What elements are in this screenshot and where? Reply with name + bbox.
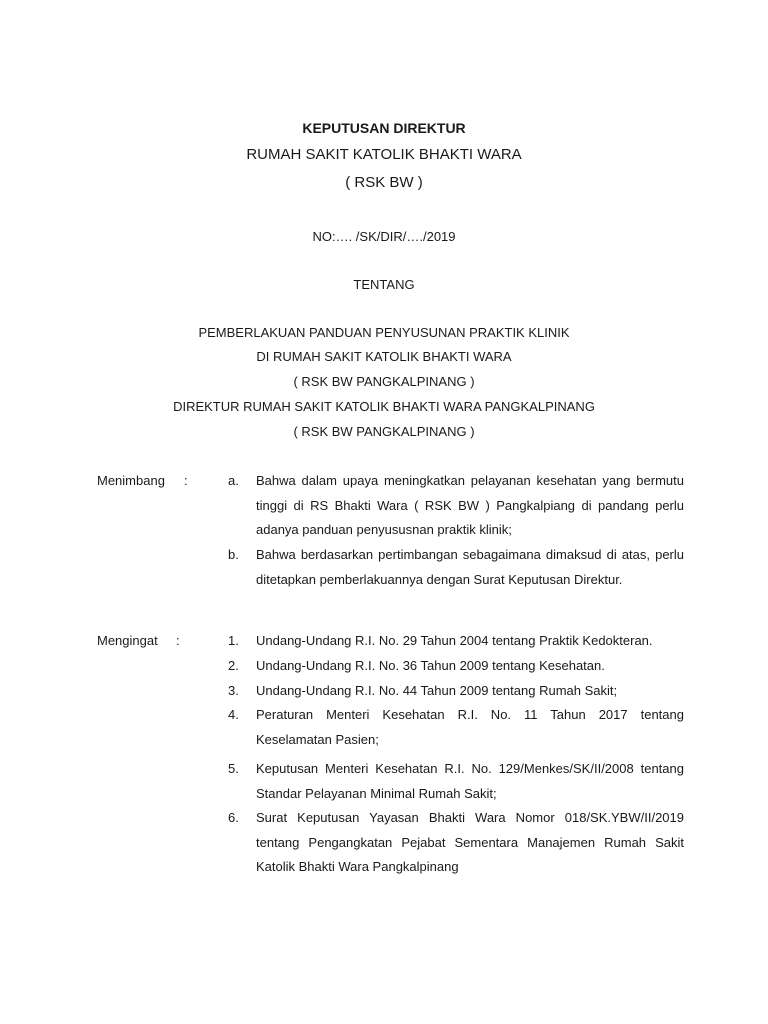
decree-title: KEPUTUSAN DIREKTUR <box>302 120 466 136</box>
list-item: Undang-Undang R.I. No. 44 Tahun 2009 tentang Rumah Sakit; <box>256 683 618 698</box>
list-item: Bahwa berdasarkan pertimbangan sebagaimana dimaksud di atas, perlu ditetapkan pemberlakuannya dengan Surat Keputusan Direktur. <box>256 547 684 587</box>
hospital-name: RUMAH SAKIT KATOLIK BHAKTI WARA <box>246 146 522 163</box>
subject-line-2: DI RUMAH SAKIT KATOLIK BHAKTI WARA <box>256 349 512 364</box>
list-marker: 4. <box>228 707 239 722</box>
list-item: Undang-Undang R.I. No. 36 Tahun 2009 tentang Kesehatan. <box>256 658 605 673</box>
about-heading: TENTANG <box>353 277 415 292</box>
list-marker: 2. <box>228 658 239 673</box>
list-item: Undang-Undang R.I. No. 29 Tahun 2004 tentang Praktik Kedokteran. <box>256 633 653 648</box>
list-marker: b. <box>228 547 239 562</box>
subject-line-3: ( RSK BW PANGKALPINANG ) <box>293 374 475 389</box>
mengingat-label: Mengingat <box>97 633 158 648</box>
hospital-abbreviation: ( RSK BW ) <box>345 174 423 191</box>
list-marker: 1. <box>228 633 239 648</box>
menimbang-label: Menimbang <box>97 473 165 488</box>
mengingat-colon: : <box>176 633 180 648</box>
list-marker: a. <box>228 473 239 488</box>
list-item: Surat Keputusan Yayasan Bhakti Wara Nomor 018/SK.YBW/II/2019 tentang Pengangkatan Pejabat Sementara Manajemen Rumah Sakit Katolik Bhakti Wara Pangkalpinang <box>256 810 684 874</box>
list-marker: 6. <box>228 810 239 825</box>
list-marker: 5. <box>228 761 239 776</box>
subject-line-5: ( RSK BW PANGKALPINANG ) <box>293 424 475 439</box>
list-item: Keputusan Menteri Kesehatan R.I. No. 129/Menkes/SK/II/2008 tentang Standar Pelayanan Minimal Rumah Sakit; <box>256 761 684 801</box>
menimbang-colon: : <box>184 473 188 488</box>
list-marker: 3. <box>228 683 239 698</box>
list-item: Bahwa dalam upaya meningkatkan pelayanan kesehatan yang bermutu tinggi di RS Bhakti Wara ( RSK BW ) Pangkalpiang di pandang perlu adanya panduan penyususnan praktik klinik; <box>256 473 684 537</box>
decree-number: NO:…. /SK/DIR/…./2019 <box>312 229 456 244</box>
subject-line-4: DIREKTUR RUMAH SAKIT KATOLIK BHAKTI WARA PANGKALPINANG <box>173 399 595 414</box>
subject-line-1: PEMBERLAKUAN PANDUAN PENYUSUNAN PRAKTIK KLINIK <box>198 325 570 340</box>
list-item: Peraturan Menteri Kesehatan R.I. No. 11 Tahun 2017 tentang Keselamatan Pasien; <box>256 707 684 747</box>
